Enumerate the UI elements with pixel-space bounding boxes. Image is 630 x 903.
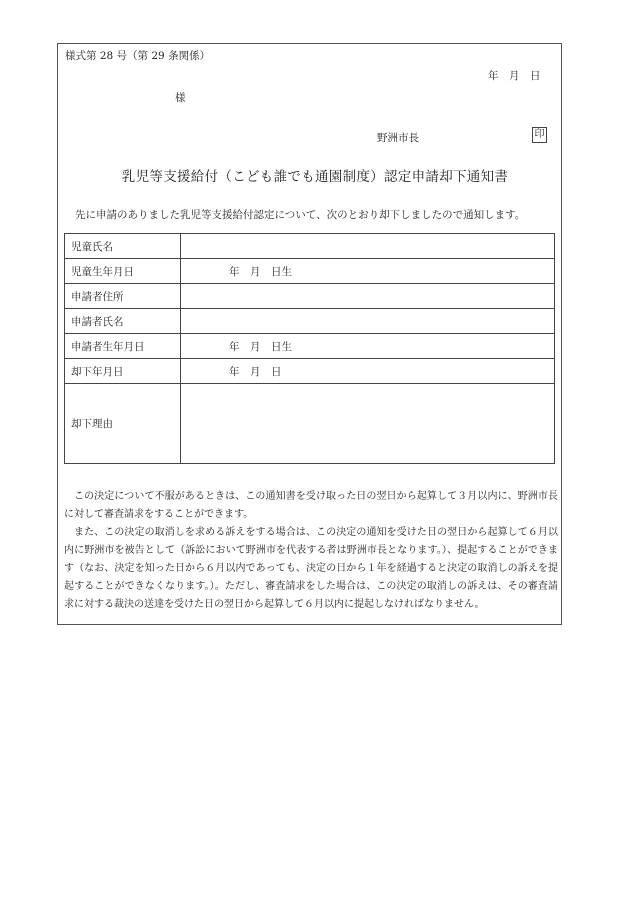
note-paragraph: この決定について不服があるときは、この通知書を受け取った日の翌日から起算して３月以内に、野洲市長に対して審査請求をすることができます。 (64, 491, 558, 520)
table-row (65, 284, 555, 309)
row-value (181, 234, 555, 259)
info-table (64, 233, 555, 464)
row-value: 年 月 日生 (181, 334, 555, 359)
row-label: 申請者住所 (65, 284, 181, 309)
table-row (65, 234, 555, 259)
intro-text: 先に申請のありました乳児等支援給付認定について、次のとおり却下しましたので通知します。 (75, 209, 526, 221)
issuer-name: 野洲市長 (377, 132, 419, 144)
row-label: 申請者生年月日 (65, 334, 181, 359)
note-paragraph: また、この決定の取消しを求める訴えをする場合は、この決定の通知を受けた日の翌日から起算して６月以内に野洲市を被告として（訴訟において野洲市を代表する者は野洲市長となります。）、提起することができます（なお、決定を知った日から６月以内であっても、決定の日から１年を経過すると決定の取消しの訴えを提起することができなくなります。）。ただし、審査請求をした場合は、この決定の取消しの訴えは、その審査請求に対する裁決の送達を受けた日の翌日から起算して６月以内に提起しなければなりません。 (64, 527, 558, 610)
table-row (65, 334, 555, 359)
issue-date: 年 月 日 (488, 70, 541, 82)
notes-section (64, 488, 558, 614)
seal-mark: 印 (532, 127, 547, 143)
row-label: 申請者氏名 (65, 309, 181, 334)
row-value: 年 月 日生 (181, 259, 555, 284)
table-row (65, 309, 555, 334)
addressee-suffix: 様 (175, 92, 186, 104)
table-row (65, 384, 555, 464)
row-label: 児童生年月日 (65, 259, 181, 284)
table-row (65, 359, 555, 384)
row-value (181, 284, 555, 309)
row-value (181, 384, 555, 464)
row-value (181, 309, 555, 334)
row-label: 却下年月日 (65, 359, 181, 384)
document-title: 乳児等支援給付（こども誰でも通園制度）認定申請却下通知書 (121, 169, 509, 185)
table-row (65, 259, 555, 284)
form-number: 様式第 28 号（第 29 条関係） (65, 50, 211, 62)
row-label: 児童氏名 (65, 234, 181, 259)
row-label: 却下理由 (65, 384, 181, 464)
row-value: 年 月 日 (181, 359, 555, 384)
